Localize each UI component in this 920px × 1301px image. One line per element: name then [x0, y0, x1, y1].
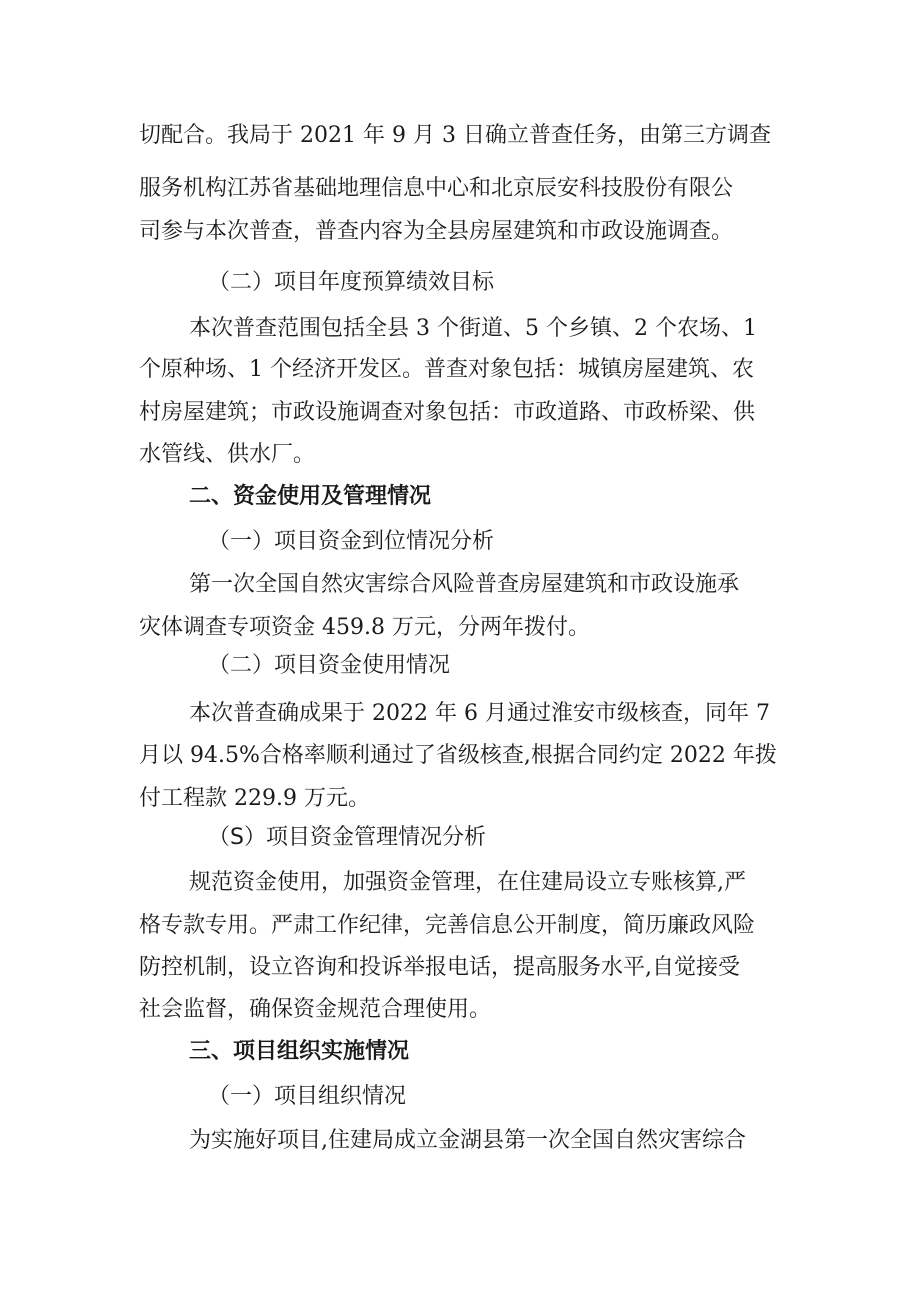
section-subheading: （二）项目年度预算绩效目标 — [208, 270, 495, 295]
section-subheading: （S）项目资金管理情况分析 — [208, 825, 486, 850]
paragraph-line: 切配合。我局于 2021 年 9 月 3 日确立普查任务，由第三方调查 — [139, 123, 771, 148]
section-subheading: （二）项目资金使用情况 — [208, 653, 451, 678]
paragraph-line: 防控机制，设立咨询和投诉举报电话，提高服务水平,自觉接受 — [139, 955, 740, 980]
paragraph-line: 司参与本次普查，普查内容为全县房屋建筑和市政设施调查。 — [139, 219, 734, 244]
paragraph-line: 个原种场、1 个经济开发区。普查对象包括：城镇房屋建筑、农 — [139, 357, 754, 382]
section-heading: 三、项目组织实施情况 — [189, 1039, 410, 1064]
paragraph-line: 规范资金使用，加强资金管理，在住建局设立专账核算,严 — [189, 870, 746, 895]
paragraph-line: 本次普查范围包括全县 3 个街道、5 个乡镇、2 个农场、1 — [189, 316, 757, 341]
section-heading: 二、资金使用及管理情况 — [189, 484, 432, 509]
section-subheading: （一）项目资金到位情况分析 — [208, 529, 495, 554]
paragraph-line: 村房屋建筑；市政设施调查对象包括：市政道路、市政桥梁、供 — [139, 400, 756, 425]
section-subheading: （一）项目组织情况 — [208, 1084, 407, 1109]
paragraph-line: 服务机构江苏省基础地理信息中心和北京辰安科技股份有限公 — [139, 176, 734, 201]
paragraph-line: 付工程款 229.9 万元。 — [139, 786, 370, 811]
paragraph-line: 第一次全国自然灾害综合风险普查房屋建筑和市政设施承 — [189, 572, 740, 597]
paragraph-line: 月以 94.5%合格率顺利通过了省级核查,根据合同约定 2022 年拨 — [139, 743, 777, 768]
paragraph-line: 水管线、供水厂。 — [139, 442, 316, 467]
paragraph-line: 本次普查确成果于 2022 年 6 月通过淮安市级核查，同年 7 — [189, 701, 770, 726]
paragraph-line: 为实施好项目,住建局成立金湖县第一次全国自然灾害综合 — [189, 1128, 746, 1153]
paragraph-line: 灾体调查专项资金 459.8 万元，分两年拨付。 — [139, 615, 590, 640]
paragraph-line: 格专款专用。严肃工作纪律，完善信息公开制度，简历廉政风险 — [139, 913, 756, 938]
paragraph-line: 社会监督，确保资金规范合理使用。 — [139, 997, 492, 1022]
